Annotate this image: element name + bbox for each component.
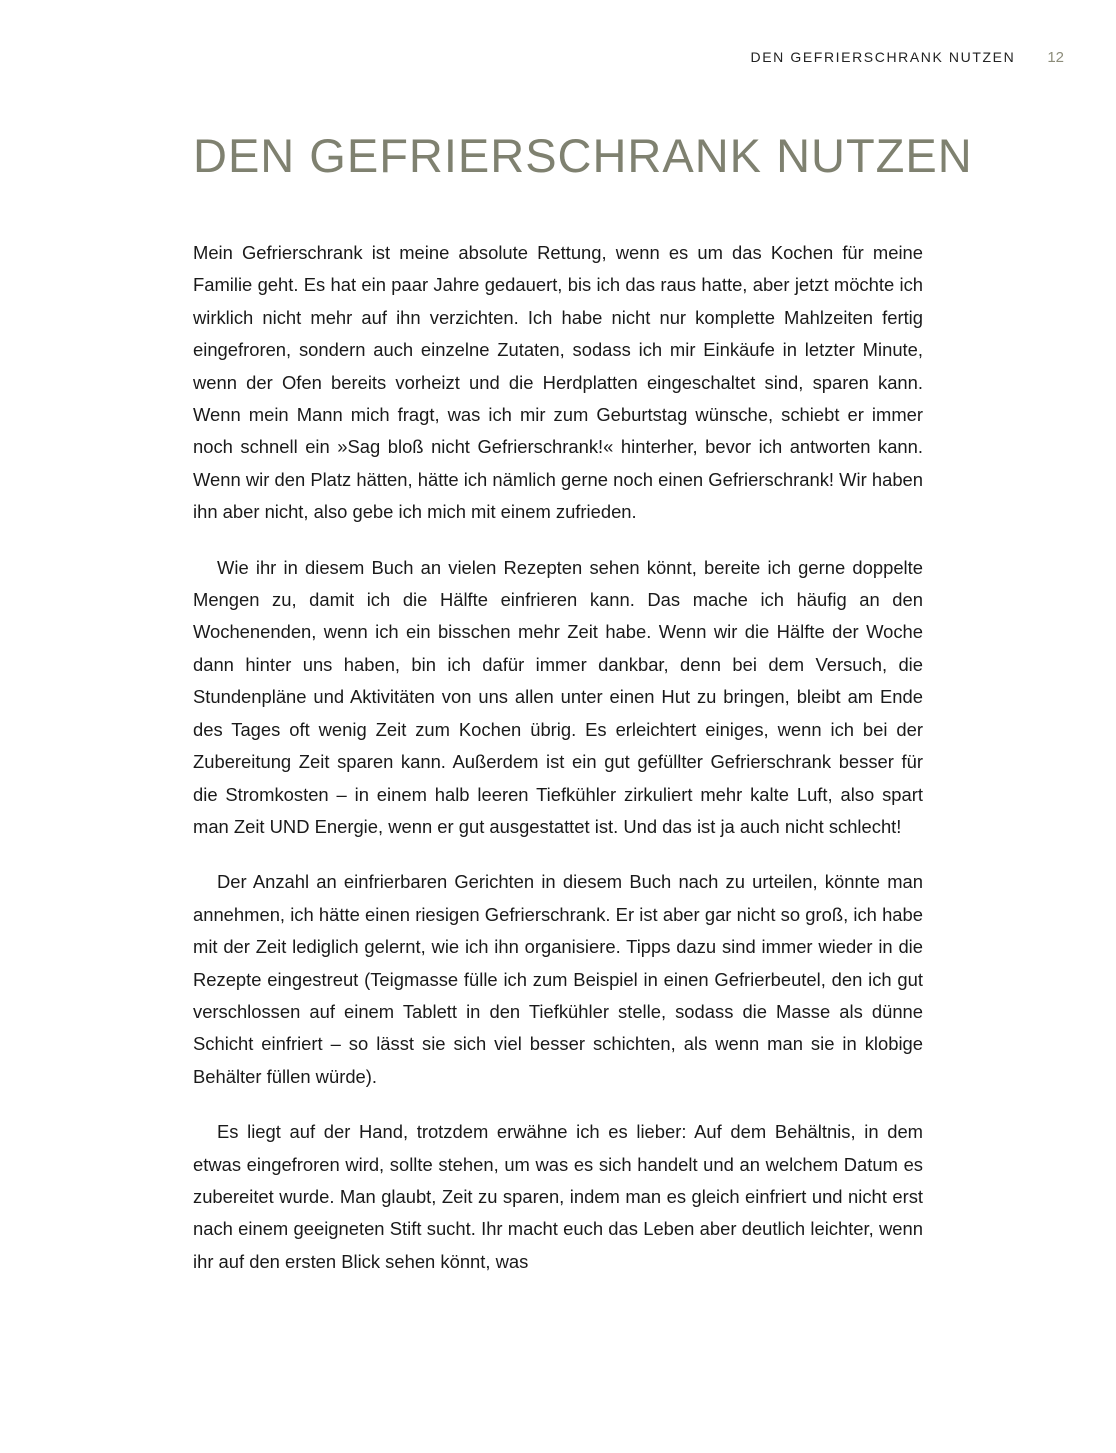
paragraph-4: Es liegt auf der Hand, trotzdem erwähne ich es lieber: Auf dem Behältnis, in dem etwas eingefroren wird, sollte stehen, um was es sich handelt und an welchem Datum es zubereitet wurde. Man glaubt, Zeit zu sparen, indem man es gleich einfriert und nicht erst nach einem geeigneten Stift sucht. Ihr macht euch das Leben aber deutlich leichter, wenn ihr auf den ersten Blick sehen könnt, was (193, 1121, 923, 1272)
running-title: DEN GEFRIERSCHRANK NUTZEN (750, 49, 1016, 65)
running-header (751, 49, 1064, 66)
paragraph-1: Mein Gefrierschrank ist meine absolute Rettung, wenn es um das Kochen für meine Familie geht. Es hat ein paar Jahre gedauert, bis ich das raus hatte, aber jetzt möchte ich wirklich nicht mehr auf ihn verzichten. Ich habe nicht nur komplette Mahlzeiten fertig eingefroren, sondern auch einzelne Zutaten, sodass ich mir Einkäufe in letzter Minute, wenn der Ofen bereits vorheizt und die Herdplatten eingeschaltet sind, sparen kann. Wenn mein Mann mich fragt, was ich mir zum Geburtstag wünsche, schiebt er immer noch schnell ein »Sag bloß nicht Gefrierschrank!« hinterher, bevor ich antworten kann. Wenn wir den Platz hätten, hätte ich nämlich gerne noch einen Gefrierschrank! Wir haben ihn aber nicht, also gebe ich mich mit einem zufrieden. (193, 242, 923, 523)
page-number: 12 (1047, 49, 1064, 66)
chapter-title: DEN GEFRIERSCHRANK NUTZEN (193, 129, 973, 182)
body-text (193, 237, 923, 1301)
paragraph-2: Wie ihr in diesem Buch an vielen Rezepten sehen könnt, bereite ich gerne doppelte Mengen zu, damit ich die Hälfte einfrieren kann. Das mache ich häufig an den Wochenenden, wenn ich ein bisschen mehr Zeit habe. Wenn wir die Hälfte der Woche dann hinter uns haben, bin ich dafür immer dankbar, denn bei dem Versuch, die Stundenpläne und Aktivitäten von uns allen unter einen Hut zu bringen, bleibt am Ende des Tages oft wenig Zeit zum Kochen übrig. Es erleichtert einiges, wenn ich bei der Zubereitung Zeit sparen kann. Außerdem ist ein gut gefüllter Gefrierschrank besser für die Stromkosten – in einem halb leeren Tiefkühler zirkuliert mehr kalte Luft, also spart man Zeit UND Energie, wenn er gut ausgestattet ist. Und das ist ja auch nicht schlecht! (193, 556, 923, 837)
paragraph-3: Der Anzahl an einfrierbaren Gerichten in diesem Buch nach zu urteilen, könnte man annehmen, ich hätte einen riesigen Gefrierschrank. Er ist aber gar nicht so groß, ich habe mit der Zeit lediglich gelernt, wie ich ihn organisiere. Tipps dazu sind immer wieder in die Rezepte eingestreut (Teigmasse fülle ich zum Beispiel in einen Gefrierbeutel, den ich gut verschlossen auf einem Tablett in den Tiefkühler stelle, sodass die Masse als dünne Schicht einfriert – so lässt sie sich viel besser schichten, als wenn man sie in klobige Behälter füllen würde). (193, 871, 923, 1087)
